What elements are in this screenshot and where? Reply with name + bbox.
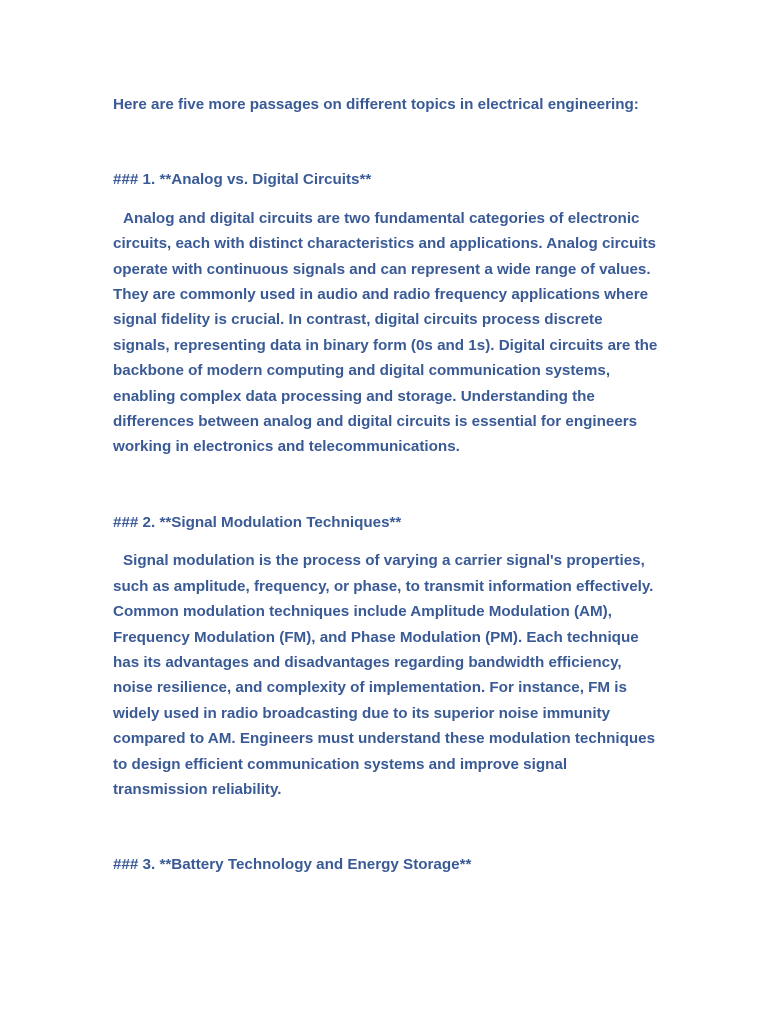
intro-text: Here are five more passages on different topics in electrical engineering:	[113, 96, 639, 113]
section-2-heading: ### 2. **Signal Modulation Techniques**	[113, 513, 402, 531]
section-1-heading: ### 1. **Analog vs. Digital Circuits**	[113, 171, 372, 189]
document-body	[113, 92, 658, 891]
section-1-paragraph: Analog and digital circuits are two fundamental categories of electronic circuits, each with distinct characteristics and applications. Analog circuits operate with continuous signals and can represent a wide range of values. They are commonly used in audio and radio frequency applications where signal fidelity is crucial. In contrast, digital circuits process discrete signals, representing data in binary form (0s and 1s). Digital circuits are the backbone of modern computing and digital communication systems, enabling complex data processing and storage. Understanding the differences between analog and digital circuits is essential for engineers working in electronics and telecommunications.	[113, 209, 658, 456]
section-2-paragraph: Signal modulation is the process of varying a carrier signal's properties, such as amplitude, frequency, or phase, to transmit information effectively. Common modulation techniques include Amplitude Modulation (AM), Frequency Modulation (FM), and Phase Modulation (PM). Each technique has its advantages and disadvantages regarding bandwidth efficiency, noise resilience, and complexity of implementation. For instance, FM is widely used in radio broadcasting due to its superior noise immunity compared to AM. Engineers must understand these modulation techniques to design efficient communication systems and improve signal transmission reliability.	[113, 552, 656, 798]
section-3-heading: ### 3. **Battery Technology and Energy Storage**	[113, 856, 472, 874]
